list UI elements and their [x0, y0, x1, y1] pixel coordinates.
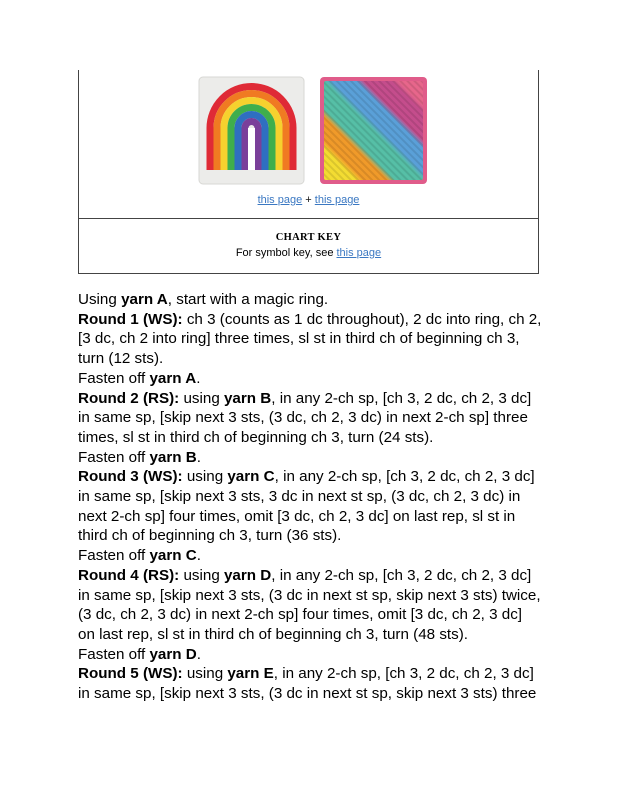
this-page-link-1[interactable]: this page: [257, 194, 303, 206]
instruction-line: [78, 310, 548, 330]
bold-term: yarn E: [227, 665, 274, 683]
instruction-text: on last rep, sl st in third ch of beginning ch 3, turn (48 sts).: [78, 625, 469, 643]
bold-term: Round 4 (RS):: [78, 566, 180, 584]
chart-figure-box: [78, 70, 539, 274]
bold-term: yarn D: [149, 645, 197, 663]
instruction-text: next 2-ch sp] four times, omit [3 dc, ch 2, 3 dc] on last rep, sl st in: [78, 507, 516, 525]
instruction-text: , start with a magic ring.: [167, 291, 329, 308]
instruction-line: [78, 566, 548, 586]
instruction-line: [78, 684, 548, 704]
instruction-line: [78, 349, 548, 369]
instruction-text: using: [179, 389, 224, 407]
instruction-text: third ch of beginning ch 3, turn (36 sts).: [78, 527, 342, 545]
instruction-text: Fasten off: [78, 547, 150, 565]
chart-key-note: [79, 247, 538, 259]
instruction-text: ch 3 (counts as 1 dc throughout), 2 dc into ring, ch 2,: [182, 310, 542, 328]
bold-term: Round 5 (WS):: [78, 665, 183, 683]
instruction-line: [78, 507, 548, 527]
instruction-line: [78, 428, 548, 448]
instruction-text: .: [196, 547, 201, 565]
pattern-instructions: [78, 290, 548, 704]
instruction-line: [78, 290, 548, 310]
bold-term: yarn A: [121, 291, 168, 308]
instruction-line: [78, 605, 548, 625]
instruction-line: [78, 526, 548, 546]
instruction-line: [78, 467, 548, 487]
instruction-line: [78, 645, 548, 665]
chart-key-title: CHART KEY: [275, 232, 342, 243]
instruction-line: [78, 329, 548, 349]
instruction-text: (3 dc, ch 2, 3 dc) in next 2-ch sp] four times, omit [3 dc, ch 2, 3 dc]: [78, 606, 523, 624]
instruction-line: [78, 487, 548, 507]
symbol-key-link[interactable]: this page: [336, 247, 382, 259]
chart-key-prefix: For symbol key, see: [235, 247, 334, 259]
box-divider: [79, 218, 538, 219]
instruction-text: Using: [78, 291, 122, 308]
bold-term: yarn C: [149, 547, 197, 565]
instruction-text: in same sp, [skip next 3 sts, 3 dc in next st sp, (3 dc, ch 2, 3 dc) in: [78, 488, 521, 506]
instruction-text: in same sp, [skip next 3 sts, (3 dc in next st sp, skip next 3 sts) twice,: [78, 586, 541, 604]
instruction-text: [3 dc, ch 2 into ring] three times, sl st in third ch of beginning ch 3,: [78, 330, 520, 348]
sample-photos: [79, 76, 538, 188]
instruction-text: , in any 2-ch sp, [ch 3, 2 dc, ch 2, 3 dc]: [271, 566, 532, 584]
instruction-text: using: [179, 566, 224, 584]
instruction-text: , in any 2-ch sp, [ch 3, 2 dc, ch 2, 3 dc]: [274, 468, 535, 486]
instruction-text: in same sp, [skip next 3 sts, (3 dc, ch 2, 3 dc) in next 2-ch sp] three: [78, 409, 528, 427]
instruction-text: .: [196, 645, 201, 663]
instruction-text: turn (12 sts).: [78, 350, 164, 368]
rainbow-square-photo: [198, 76, 305, 185]
bold-term: yarn B: [149, 448, 197, 466]
instruction-text: .: [196, 448, 201, 466]
bold-term: Round 2 (RS):: [78, 389, 180, 407]
instruction-text: using: [182, 665, 228, 683]
instruction-line: [78, 586, 548, 606]
instruction-text: using: [182, 468, 228, 486]
instruction-line: [78, 369, 548, 389]
instruction-text: , in any 2-ch sp, [ch 3, 2 dc, ch 2, 3 dc]: [271, 389, 532, 407]
diagonal-stripe-square-photo: [319, 76, 428, 185]
bold-term: yarn B: [223, 389, 272, 407]
instruction-line: [78, 625, 548, 645]
figure-reference-links: [79, 194, 538, 206]
instruction-text: , in any 2-ch sp, [ch 3, 2 dc, ch 2, 3 dc]: [273, 665, 534, 683]
instruction-text: in same sp, [skip next 3 sts, (3 dc in next st sp, skip next 3 sts) three: [78, 685, 537, 703]
instruction-text: Fasten off: [78, 448, 150, 466]
bold-term: Round 1 (WS):: [78, 310, 183, 328]
this-page-link-2[interactable]: this page: [314, 194, 360, 206]
instruction-line: [78, 664, 548, 684]
instruction-text: times, sl st in third ch of beginning ch 3, turn (24 sts).: [78, 428, 434, 446]
bold-term: yarn D: [223, 566, 272, 584]
instruction-line: [78, 546, 548, 566]
instruction-text: .: [196, 369, 201, 387]
instruction-line: [78, 448, 548, 468]
bold-term: Round 3 (WS):: [78, 468, 183, 486]
instruction-text: Fasten off: [78, 645, 150, 663]
instruction-text: Fasten off: [78, 369, 150, 387]
instruction-line: [78, 408, 548, 428]
plus-sign: +: [305, 194, 312, 206]
instruction-line: [78, 389, 548, 409]
bold-term: yarn C: [227, 468, 275, 486]
bold-term: yarn A: [149, 369, 197, 387]
